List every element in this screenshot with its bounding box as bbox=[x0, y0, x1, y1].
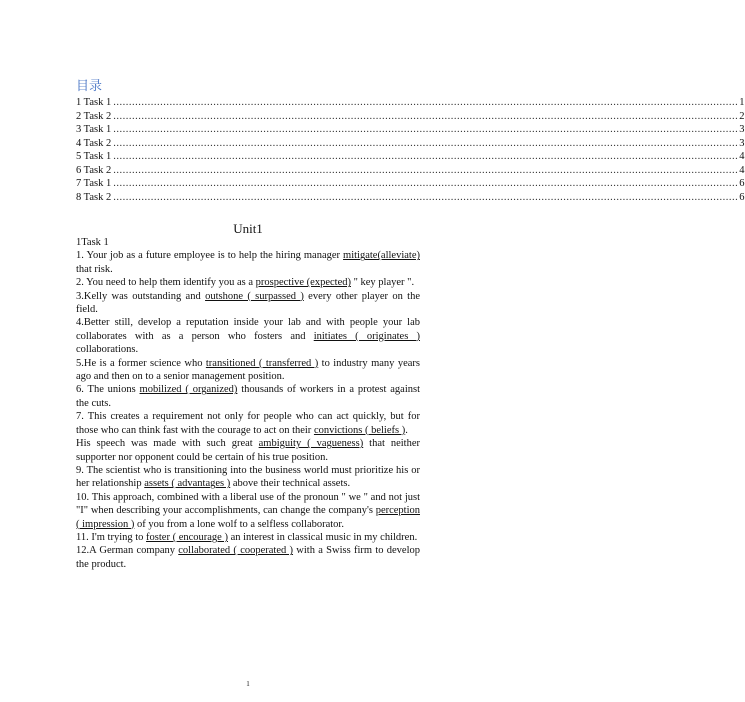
toc-leader-dots: ........................................................................................................................................................................................................ bbox=[113, 164, 739, 176]
toc-entry-page: 6 bbox=[739, 191, 745, 203]
sentence-text: . bbox=[405, 424, 408, 436]
exercise-sentence bbox=[76, 276, 420, 289]
toc-entry-page: 3 bbox=[739, 137, 745, 149]
sentence-text: that neither supporter nor opponent could be certain of his true position. bbox=[76, 438, 420, 463]
toc-entry[interactable] bbox=[76, 110, 745, 124]
toc-entry[interactable] bbox=[76, 177, 745, 191]
answer-word: perception ( impression ) bbox=[76, 505, 420, 530]
sentence-text: every other player on the field. bbox=[76, 290, 420, 316]
answer-word: prospective (expected) bbox=[255, 277, 351, 289]
toc-entry-label: 3 Task 1 bbox=[76, 124, 112, 135]
answer-word: assets ( advantages ) bbox=[144, 478, 231, 490]
toc-entry[interactable] bbox=[76, 123, 745, 137]
toc-entry-label: 1 Task 1 bbox=[76, 97, 112, 108]
toc-entry-label: 5 Task 1 bbox=[76, 151, 112, 162]
sentence-text: an interest in classical music in my children. bbox=[227, 531, 418, 543]
toc-entry[interactable] bbox=[76, 191, 745, 205]
answer-word: transitioned ( transferred ) bbox=[205, 357, 319, 369]
exercise-sentence bbox=[76, 491, 420, 531]
exercise-sentence bbox=[76, 437, 420, 464]
sentence-text: with a Swiss firm to develop the product. bbox=[76, 545, 420, 570]
sentence-text: His speech was made with such great bbox=[76, 438, 259, 450]
exercise-sentence bbox=[76, 383, 420, 410]
toc-entry[interactable] bbox=[76, 96, 745, 110]
toc-leader-dots: ........................................................................................................................................................................................................ bbox=[113, 97, 739, 108]
sentence-text: 11. I'm trying to bbox=[76, 531, 147, 543]
answer-word: outshone ( surpassed ) bbox=[205, 290, 304, 302]
toc-entry[interactable] bbox=[76, 150, 745, 164]
exercise-sentence bbox=[76, 357, 420, 384]
toc-leader-dots: ........................................................................................................................................................................................................ bbox=[113, 151, 739, 162]
toc-entry-label: 4 Task 2 bbox=[76, 137, 112, 149]
toc-entry[interactable] bbox=[76, 164, 745, 178]
sentence-text: thousands of workers in a protest against the cuts. bbox=[76, 384, 420, 409]
toc-leader-dots: ........................................................................................................................................................................................................ bbox=[113, 178, 739, 189]
toc-leader-dots: ........................................................................................................................................................................................................ bbox=[113, 191, 739, 203]
sentence-text: 10. This approach, combined with a liberal use of the pronoun " we " and not just "I" when describing your accomplishments, can change the company's bbox=[76, 491, 420, 517]
task-heading: 1Task 1 bbox=[76, 237, 109, 248]
toc-entry-page: 1 bbox=[739, 97, 745, 108]
toc-entry-page: 3 bbox=[739, 124, 745, 135]
sentence-text: 12.A German company bbox=[76, 545, 179, 557]
toc-entry-label: 6 Task 2 bbox=[76, 164, 112, 176]
document-body bbox=[76, 236, 420, 571]
table-of-contents bbox=[76, 96, 745, 204]
exercise-sentence bbox=[76, 316, 420, 356]
sentence-text: " key player ". bbox=[350, 277, 415, 289]
exercise-sentence bbox=[76, 531, 420, 544]
sentence-text: above their technical assets. bbox=[230, 478, 351, 490]
sentence-text: 7. This creates a requirement not only for people who can act quickly, but for those who can think fast with the courage to act on their bbox=[76, 411, 420, 436]
unit-title: Unit1 bbox=[233, 221, 263, 236]
sentence-text: 9. The scientist who is transitioning into the business world must prioritize his or her relationship bbox=[76, 464, 420, 490]
sentence-text: 3.Kelly was outstanding and bbox=[76, 290, 206, 302]
answer-word: convictions ( beliefs ) bbox=[313, 424, 406, 436]
page-number: 1 bbox=[246, 680, 250, 688]
toc-entry-page: 4 bbox=[739, 164, 745, 176]
toc-leader-dots: ........................................................................................................................................................................................................ bbox=[113, 137, 739, 149]
sentence-text: 1. Your job as a future employee is to help the hiring manager bbox=[76, 250, 344, 262]
toc-leader-dots: ........................................................................................................................................................................................................ bbox=[113, 124, 739, 135]
answer-word: foster ( encourage ) bbox=[146, 531, 228, 543]
toc-entry-label: 7 Task 1 bbox=[76, 178, 112, 189]
exercise-sentence bbox=[76, 290, 420, 317]
exercise-sentence bbox=[76, 410, 420, 437]
answer-word: initiates ( originates ) bbox=[313, 330, 420, 342]
toc-entry-label: 2 Task 2 bbox=[76, 110, 112, 122]
sentence-text: 2. You need to help them identify you as a bbox=[76, 277, 256, 289]
toc-entry[interactable] bbox=[76, 137, 745, 151]
sentence-text: of you from a lone wolf to a selfless collaborator. bbox=[134, 518, 344, 530]
toc-entry-label: 8 Task 2 bbox=[76, 191, 112, 203]
answer-word: ambiguity ( vagueness) bbox=[258, 438, 364, 450]
toc-entry-page: 6 bbox=[739, 178, 745, 189]
answer-word: collaborated ( cooperated ) bbox=[178, 545, 294, 557]
sentence-text: collaborations. bbox=[76, 344, 139, 356]
toc-title: 目录 bbox=[76, 79, 103, 94]
sentence-text: 4.Better still, develop a reputation inside your lab and with people your lab collaborates with as a person who fosters and bbox=[76, 317, 420, 342]
toc-entry-page: 2 bbox=[739, 110, 745, 122]
exercise-sentence bbox=[76, 464, 420, 491]
sentence-text: 5.He is a former science who bbox=[76, 357, 206, 369]
exercise-sentence bbox=[76, 544, 420, 571]
sentence-text: to industry many years ago and then on to a senior management position. bbox=[76, 357, 420, 383]
toc-leader-dots: ........................................................................................................................................................................................................ bbox=[113, 110, 739, 122]
sentence-text: 6. The unions bbox=[76, 384, 140, 396]
toc-entry-page: 4 bbox=[739, 151, 745, 162]
sentence-text: that risk. bbox=[76, 263, 113, 275]
answer-word: mitigate(alleviate) bbox=[343, 250, 420, 262]
answer-word: mobilized ( organized) bbox=[139, 384, 238, 396]
exercise-sentence bbox=[76, 249, 420, 276]
